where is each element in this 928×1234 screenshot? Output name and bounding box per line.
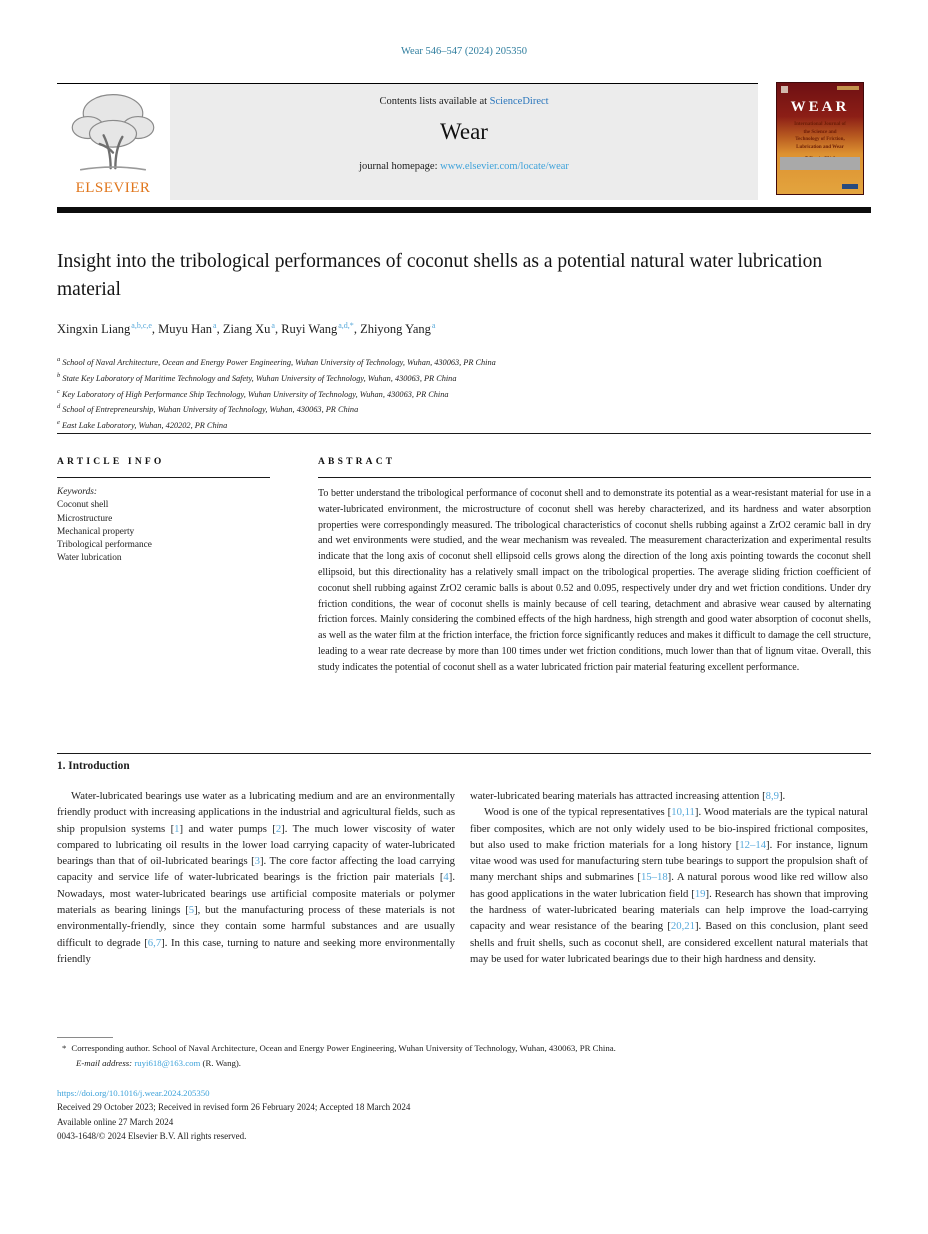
- affiliation-text: State Key Laboratory of Maritime Technology and Safety, Wuhan University of Technology, Wuhan, 430063, PR China: [62, 373, 457, 383]
- author-name: Zhiyong Yang: [360, 322, 431, 337]
- intro-column-left: [57, 788, 455, 967]
- affiliation: [57, 353, 869, 369]
- intro-paragraph: [57, 788, 455, 967]
- article-info-heading-rule: [57, 477, 270, 478]
- affiliation: [57, 416, 869, 432]
- citation-ref[interactable]: 12–14: [739, 838, 767, 851]
- affiliation-sup: a: [57, 356, 61, 363]
- text-segment: ], but the manufacturing process of these materials is not environmentally-friendly, since they contain some harmful substances and are usually difficult to degrade [: [57, 904, 455, 949]
- intro-column-right: [470, 788, 868, 967]
- citation-ref[interactable]: 1: [174, 822, 180, 835]
- contents-prefix: Contents lists available at: [379, 96, 488, 107]
- email-suffix: (R. Wang).: [202, 1058, 242, 1068]
- email-footnote: [76, 1058, 856, 1068]
- intro-paragraph: [470, 804, 868, 967]
- author: [158, 322, 223, 336]
- doi-link[interactable]: https://doi.org/10.1016/j.wear.2024.205350: [57, 1088, 210, 1098]
- author: [57, 322, 158, 336]
- author-separator: ,: [353, 322, 361, 337]
- affiliation: [57, 400, 869, 416]
- text-segment: Water-lubricated bearings use water as a lubricating medium and are an environmentally friendly product with increasing applications in the industrial and agricultural fields, such as ship propulsion systems [: [57, 790, 455, 835]
- homepage-label: journal homepage:: [359, 161, 438, 172]
- text-segment: ].: [779, 790, 786, 802]
- author: [281, 322, 360, 336]
- elsevier-tree-icon: [66, 88, 160, 178]
- author: [360, 322, 435, 336]
- footnote-rule: [57, 1037, 113, 1038]
- citation-ref[interactable]: 5: [188, 904, 195, 917]
- email-label: E-mail address:: [76, 1058, 133, 1068]
- copyright-line: 0043-1648/© 2024 Elsevier B.V. All rights reserved.: [57, 1131, 247, 1141]
- author-affil-sup[interactable]: a,b,c,e: [131, 321, 152, 330]
- keyword: Coconut shell: [57, 500, 109, 511]
- abstract-bottom-rule: [57, 753, 871, 754]
- sciencedirect-link[interactable]: ScienceDirect: [489, 96, 549, 107]
- journal-banner: [170, 84, 758, 200]
- abstract-section: [318, 457, 871, 676]
- journal-cover-thumbnail[interactable]: [776, 82, 864, 195]
- article-info-heading: ARTICLE INFO: [57, 457, 165, 467]
- citation-ref[interactable]: 6,7: [147, 936, 162, 949]
- author-name: Muyu Han: [158, 322, 212, 337]
- contents-line: [170, 96, 758, 107]
- section-heading-introduction: 1. Introduction: [57, 760, 130, 772]
- citation-ref[interactable]: 15–18: [640, 871, 668, 884]
- author-list: [57, 321, 867, 337]
- intro-paragraph: [470, 788, 868, 804]
- cover-volume-text: [837, 86, 859, 90]
- text-segment: ]. In this case, turning to nature and seeking more environmentally friendly: [57, 936, 455, 965]
- article-info-section: [57, 457, 270, 566]
- keyword: Water lubrication: [57, 553, 122, 564]
- text-segment: Wood is one of the typical representatives [: [484, 806, 672, 819]
- header-divider-bar: [57, 207, 871, 213]
- author-name: Ziang Xu: [222, 322, 271, 337]
- text-segment: ]. For instance, lignum vitae wood was used for manufacturing stern tube bearings to support the propulsion shaft of many merchant ships and submarines [: [470, 838, 868, 884]
- affiliation-text: School of Entrepreneurship, Wuhan University of Technology, Wuhan, 430063, PR China: [62, 405, 359, 415]
- article-info-top-rule: [57, 433, 871, 434]
- citation-ref[interactable]: 8,9: [765, 790, 779, 802]
- author-affil-sup[interactable]: a: [431, 321, 436, 330]
- affiliation-list: [57, 353, 869, 432]
- abstract-text: To better understand the tribological performance of coconut shell and to demonstrate its potential as a wear-resistant material for use in a water-lubricated environment, the microstructure of coconut shell was hereby characterized, and its hardness and water absorption properties were correspondingly measured. The tribological characteristics of coconut shells rubbing against a ZrO2 ceramic ball in dry and wet environments were studied, and the wear mechanism was revealed. The measurement characterization and experimental results indicate that the long axis of coconut shell ellipsoid cells grows along the direction of the long axis pointing towards the coconut shell ellipsoid, but this directionality has a relatively small impact on the tribological properties. The average sliding friction coefficient of coconut shell rubbing against ZrO2 ceramic balls is about 0.52 and 0.095, respectively under dry and wet friction conditions. Under dry friction conditions, the wear of coconut shells is mainly because of cell tearing, detachment and abrasive wear caused by alternating friction forces. Mainly considering the combined effects of the high hardness, high strength and good water absorption of coconut shells, as well as the water film at the friction interface, the friction force significantly reduces and makes it difficult to damage the cell structure, leading to a wear rate decrease by more than 100 times under wet friction conditions, much lower than that of lignum vitae. Overall, this study indicates the potential of coconut shell as a water lubricated friction pair material featuring excellent performance.: [318, 488, 871, 673]
- cover-title: WEAR: [790, 99, 850, 115]
- doi-line: [57, 1088, 210, 1098]
- affiliation: [57, 369, 869, 385]
- journal-citation-header: Wear 546–547 (2024) 205350: [400, 46, 527, 57]
- author-separator: ,: [274, 322, 282, 337]
- author-name: Ruyi Wang: [281, 322, 338, 337]
- cover-publisher-mark: [781, 86, 788, 93]
- affiliation-text: East Lake Laboratory, Wuhan, 420202, PR China: [61, 420, 228, 430]
- citation-ref[interactable]: 3: [254, 855, 260, 868]
- author-affil-sup[interactable]: a,d,*: [338, 321, 354, 330]
- affiliation-text: Key Laboratory of High Performance Ship Technology, Wuhan University of Technology, Wuhan, 430063, PR China: [61, 389, 449, 399]
- author-name: Xingxin Liang: [57, 322, 131, 337]
- text-segment: ] and water pumps [: [179, 822, 276, 835]
- citation-ref[interactable]: 2: [275, 822, 282, 835]
- keywords-label: Keywords:: [57, 487, 97, 497]
- cover-sciencedirect-mark: [842, 184, 858, 189]
- journal-title: Wear: [440, 119, 488, 144]
- homepage-line: [170, 161, 758, 172]
- affiliation-sup: c: [57, 387, 60, 395]
- author-separator: ,: [151, 322, 159, 337]
- affiliation: [57, 385, 869, 401]
- text-segment: ]. Wood materials are the typical natural fiber composites, which are not only widely used to be bio-inspired frictional composites, but also used to make friction materials for a long history [: [470, 806, 868, 851]
- text-segment: ]. Nowadays, most water-lubricated bearings use artificial composite materials or polymer materials as bearing linings [: [57, 871, 455, 917]
- elsevier-logo[interactable]: [57, 88, 169, 200]
- citation-ref[interactable]: 4: [443, 871, 449, 884]
- author-affil-sup[interactable]: a: [213, 321, 217, 330]
- affiliation-sup: e: [57, 419, 60, 427]
- citation-ref[interactable]: 19: [694, 887, 706, 900]
- cover-subtitle: International Journal of the Science and Technology of Friction, Lubrication and Wear: [794, 122, 846, 150]
- author-separator: ,: [216, 322, 223, 337]
- affiliation-text: School of Naval Architecture, Ocean and Energy Power Engineering, Wuhan University of Technology, Wuhan, 430063, PR China: [62, 357, 496, 367]
- abstract-heading: ABSTRACT: [318, 457, 396, 467]
- keyword: Tribological performance: [57, 540, 152, 551]
- text-segment: ]. A natural porous wood like red willow also has good applications in the water lubrication field [: [470, 871, 868, 900]
- keyword: Mechanical property: [57, 526, 135, 537]
- elsevier-wordmark: ELSEVIER: [75, 180, 151, 196]
- abstract-heading-rule: [318, 477, 871, 478]
- footnote-text: Corresponding author. School of Naval Architecture, Ocean and Energy Power Engineering, Wuhan University of Technology, Wuhan, 430063, PR China.: [71, 1043, 616, 1053]
- email-link[interactable]: ruyi618@163.com: [134, 1058, 201, 1068]
- article-title: Insight into the tribological performances of coconut shells as a potential natural water lubrication material: [57, 251, 823, 300]
- received-dates: Received 29 October 2023; Received in revised form 26 February 2024; Accepted 18 March 2024: [57, 1102, 411, 1112]
- keyword: Microstructure: [57, 513, 113, 524]
- citation-ref[interactable]: 10,11: [671, 806, 695, 819]
- cover-top-row: [777, 83, 863, 93]
- text-segment: ]. Based on this conclusion, plant seed shells and fruit shells, such as coconut shell, are considered excellent natural materials that may be used for water lubricated bearings due to their high hardness and density.: [470, 920, 868, 965]
- affiliation-sup: b: [57, 371, 61, 379]
- text-segment: ]. The much lower viscosity of water compared to lubricating oil results in the lower load carrying capacity of water-lubricated bearings than that of oil-lubricated bearings [: [57, 822, 455, 868]
- citation-ref[interactable]: 20,21: [670, 920, 695, 933]
- author: [223, 322, 281, 336]
- journal-homepage-link[interactable]: www.elsevier.com/locate/wear: [440, 161, 569, 172]
- corresponding-author-footnote: [62, 1043, 862, 1053]
- text-segment: ]. The core factor affecting the load carrying capacity and service life of water-lubricated bearings is the friction pair materials [: [57, 855, 456, 884]
- author-affil-sup[interactable]: a: [271, 321, 275, 330]
- text-segment: ]. Research has shown that improving the hardness of water-lubricated bearing materials can help improve the load-carrying capacity and wear resistance of the bearing [: [470, 887, 869, 933]
- footnote-asterisk: *: [62, 1043, 67, 1053]
- affiliation-sup: d: [57, 403, 61, 411]
- text-segment: water-lubricated bearing materials has attracted increasing attention [: [470, 790, 766, 802]
- cover-gray-band: [780, 157, 860, 170]
- available-online: Available online 27 March 2024: [57, 1117, 174, 1127]
